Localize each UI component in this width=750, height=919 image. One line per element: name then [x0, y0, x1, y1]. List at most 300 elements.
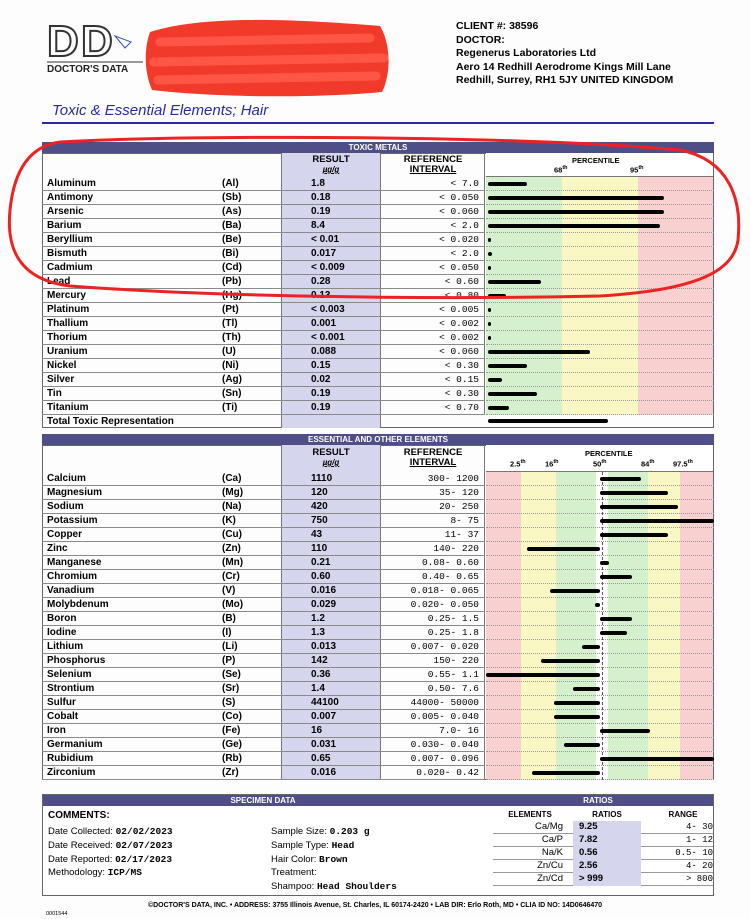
element-symbol: (Be) [222, 234, 242, 245]
element-reference: 0.50- 7.6 [427, 683, 479, 694]
element-reference: < 0.060 [439, 206, 479, 217]
table-row [42, 500, 714, 514]
table-row [42, 640, 714, 654]
table-row [42, 191, 714, 205]
element-name: Copper [47, 529, 82, 540]
element-symbol: (Hg) [222, 290, 242, 301]
element-name: Strontium [47, 683, 95, 694]
table-row [42, 233, 714, 247]
specimen-sample-info [271, 825, 397, 894]
table-row [42, 626, 714, 640]
element-result: 0.19 [311, 388, 331, 399]
percentile-bar [488, 210, 664, 214]
element-name: Iodine [47, 627, 77, 638]
row-dotted-divider [486, 779, 714, 780]
element-name: Platinum [47, 304, 90, 315]
element-result: 0.19 [311, 206, 331, 217]
element-name: Lead [47, 276, 71, 287]
percentile-bar [488, 364, 527, 368]
table-row [42, 682, 714, 696]
percentile-bar [488, 350, 590, 354]
element-symbol: (B) [222, 613, 236, 624]
element-reference: 0.005- 0.040 [410, 711, 479, 722]
element-name: Calcium [47, 473, 86, 484]
element-name: Chromium [47, 571, 97, 582]
table-row [42, 556, 714, 570]
sample-size: Sample Size: 0.203 g [271, 826, 370, 837]
percentile-bar [600, 477, 641, 481]
table-row [42, 654, 714, 668]
percentile-bar [582, 645, 600, 649]
element-result: 0.15 [311, 360, 331, 371]
percentile-bar [488, 308, 491, 312]
element-symbol: (P) [222, 655, 236, 666]
percentile-bar [488, 266, 491, 270]
table-row [42, 472, 714, 486]
table-row [42, 724, 714, 738]
ratio-range: 4- 20 [685, 861, 713, 871]
percentile-bar [488, 252, 492, 256]
table-row [42, 289, 714, 303]
address-line-1: Regenerus Laboratories Ltd [456, 47, 597, 60]
percentile-bar [600, 561, 609, 565]
element-symbol: (K) [222, 515, 236, 526]
element-symbol: (Ni) [222, 360, 239, 371]
element-symbol: (Cr) [222, 571, 240, 582]
element-reference: 300- 1200 [427, 473, 479, 484]
element-name: Molybdenum [47, 599, 109, 610]
element-result: 0.013 [311, 641, 337, 652]
specimen-dates [48, 825, 173, 880]
element-result: < 0.009 [311, 262, 345, 273]
element-reference: 140- 220 [433, 543, 479, 554]
element-reference: 0.08- 0.60 [421, 557, 479, 568]
table-row [42, 528, 714, 542]
element-reference: 150- 220 [433, 655, 479, 666]
percentile-bar [564, 743, 600, 747]
element-name: Antimony [47, 192, 94, 203]
element-name: Sodium [47, 501, 84, 512]
table-row [42, 247, 714, 261]
ratios-col-ratios: RATIOS [592, 810, 622, 819]
svg-text:DOCTOR'S DATA: DOCTOR'S DATA [47, 64, 129, 75]
date-reported: Date Reported: 02/17/2023 [48, 853, 173, 865]
table-row [42, 542, 714, 556]
percentile-bar [488, 238, 491, 242]
ratio-range: 4- 30 [685, 822, 713, 832]
table-row [42, 710, 714, 724]
toxic-section-header: TOXIC METALS [42, 142, 714, 153]
specimen-header: SPECIMEN DATA [43, 795, 483, 806]
element-symbol: (Tl) [222, 318, 238, 329]
treatment: Treatment: [271, 867, 317, 879]
ratio-value: 0.56 [573, 847, 641, 860]
element-result: 0.28 [311, 276, 331, 287]
element-reference: 0.007- 0.096 [410, 753, 479, 764]
ess-p84-label: 84th [641, 459, 655, 469]
ratio-range: 0.5- 10 [675, 848, 713, 858]
client-block [456, 20, 673, 88]
element-symbol: (Ca) [222, 473, 242, 484]
percentile-bar [600, 631, 627, 635]
address-line-3: Redhill, Surrey, RH1 5JY UNITED KINGDOM [456, 74, 674, 87]
element-symbol: (As) [222, 206, 242, 217]
percentile-bar [600, 757, 714, 761]
element-result: 750 [311, 515, 328, 526]
element-reference: 0.030- 0.040 [410, 739, 479, 750]
sample-type: Sample Type: Head [271, 839, 355, 851]
client-number: CLIENT #: 38596 [456, 20, 539, 32]
table-row [42, 275, 714, 289]
element-reference: 20- 250 [439, 501, 479, 512]
element-name: Germanium [47, 739, 103, 750]
element-reference: < 0.020 [439, 234, 479, 245]
element-result: < 0.003 [311, 304, 345, 315]
table-row [42, 738, 714, 752]
element-reference: 0.40- 0.65 [421, 571, 479, 582]
table-row [42, 612, 714, 626]
element-symbol: (Al) [222, 178, 239, 189]
ratio-elements: Zn/Cd [537, 873, 563, 884]
table-row [42, 401, 714, 415]
element-result: 1.3 [311, 627, 325, 638]
element-name: Lithium [47, 641, 84, 652]
element-name: Selenium [47, 669, 92, 680]
percentile-bar [541, 659, 600, 663]
percentile-bar [595, 603, 600, 607]
element-symbol: (Co) [222, 711, 242, 722]
element-symbol: (Pb) [222, 276, 242, 287]
address-line-2: Aero 14 Redhill Aerodrome Kings Mill Lane [456, 60, 671, 73]
toxic-percentile-label: PERCENTILE [572, 156, 620, 165]
element-result: 1110 [311, 473, 333, 484]
percentile-bar [486, 673, 600, 677]
element-result: 0.18 [311, 192, 331, 203]
element-symbol: (Ag) [222, 374, 242, 385]
ratio-elements: Ca/P [541, 834, 563, 845]
ratios-col-range: RANGE [668, 810, 698, 819]
percentile-bar [488, 224, 660, 228]
percentile-bar [600, 729, 650, 733]
specimen-box [42, 794, 714, 896]
element-reference: 0.25- 1.5 [427, 613, 479, 624]
svg-text:D: D [81, 18, 113, 66]
ess-p50-label: 50th [593, 459, 607, 469]
ratio-row [493, 821, 713, 834]
element-name: Titanium [47, 402, 89, 413]
element-name: Phosphorus [47, 655, 106, 666]
table-row [42, 359, 714, 373]
ratio-elements: Na/K [541, 847, 563, 858]
toxic-ref-header: REFERENCE INTERVAL [403, 154, 463, 175]
table-row [42, 317, 714, 331]
percentile-bar [488, 406, 509, 410]
element-symbol: (Ge) [222, 739, 242, 750]
ess-p2-label: 2.5th [510, 459, 526, 469]
element-reference: 11- 37 [444, 529, 479, 540]
element-symbol: (V) [222, 585, 236, 596]
percentile-bar [488, 322, 491, 326]
element-symbol: (S) [222, 697, 236, 708]
table-row [42, 303, 714, 317]
element-result: 1.8 [311, 178, 325, 189]
table-row [42, 486, 714, 500]
toxic-p95-label: 95th [630, 165, 644, 175]
element-reference: < 2.0 [450, 248, 479, 259]
table-row [42, 261, 714, 275]
ess-percentile-label: PERCENTILE [585, 449, 633, 458]
element-result: 0.13 [311, 290, 331, 301]
ratios-col-elements: ELEMENTS [508, 810, 552, 819]
element-symbol: (Bi) [222, 248, 239, 259]
element-name: Zinc [47, 543, 68, 554]
element-reference: 0.020- 0.42 [416, 767, 479, 778]
element-name: Thallium [47, 318, 89, 329]
element-symbol: (Cd) [222, 262, 242, 273]
element-result: 120 [311, 487, 328, 498]
element-result: 0.19 [311, 402, 331, 413]
essential-result-header: RESULT µg/g [312, 447, 350, 467]
percentile-bar [573, 687, 600, 691]
percentile-bar [600, 575, 632, 579]
element-name: Arsenic [47, 206, 84, 217]
element-name: Zirconium [47, 767, 96, 778]
element-reference: < 0.002 [439, 332, 479, 343]
ratio-range: 1- 12 [685, 835, 713, 845]
percentile-bar [488, 378, 502, 382]
essential-ref-header: REFERENCE INTERVAL [403, 447, 463, 468]
element-name: Cadmium [47, 262, 93, 273]
element-result: 0.65 [311, 753, 331, 764]
total-toxic-label: Total Toxic Representation [47, 416, 174, 427]
percentile-bar [488, 294, 506, 298]
ratio-value: 7.82 [573, 834, 641, 847]
element-symbol: (Ba) [222, 220, 242, 231]
element-result: 0.088 [311, 346, 337, 357]
element-result: 0.016 [311, 767, 337, 778]
ratio-value: 9.25 [573, 821, 641, 834]
element-name: Iron [47, 725, 66, 736]
doctor-label: DOCTOR: [456, 33, 505, 46]
element-symbol: (Na) [222, 501, 242, 512]
element-name: Manganese [47, 557, 102, 568]
element-name: Vanadium [47, 585, 95, 596]
element-result: 0.001 [311, 318, 337, 329]
element-symbol: (Sb) [222, 192, 242, 203]
percentile-bar [532, 771, 600, 775]
element-symbol: (Th) [222, 332, 241, 343]
table-row [42, 514, 714, 528]
table-row [42, 766, 714, 780]
element-result: < 0.001 [311, 332, 345, 343]
element-result: 0.031 [311, 739, 337, 750]
total-toxic-bar [488, 419, 608, 423]
element-symbol: (Fe) [222, 725, 241, 736]
element-result: 1.2 [311, 613, 325, 624]
table-row [42, 696, 714, 710]
lot-number: 0001544 [46, 911, 68, 917]
table-row [42, 668, 714, 682]
element-reference: < 0.30 [444, 388, 479, 399]
element-reference: 44000- 50000 [410, 697, 479, 708]
element-result: 0.36 [311, 669, 331, 680]
table-row [42, 387, 714, 401]
percentile-bar [488, 336, 491, 340]
title-rule [42, 122, 714, 124]
element-name: Thorium [47, 332, 87, 343]
shampoo: Shampoo: Head Shoulders [271, 881, 397, 893]
element-reference: 0.55- 1.1 [427, 669, 479, 680]
methodology: Methodology: ICP/MS [48, 867, 142, 879]
redaction-scribble [140, 12, 395, 100]
footer-text: ©DOCTOR'S DATA, INC. • ADDRESS: 3755 Illinois Avenue, St. Charles, IL 60174-2420 • LAB DIR: Erlo Roth, MD • CLIA ID NO: 14D0646470 [147, 902, 603, 909]
element-result: < 0.01 [311, 234, 340, 245]
ess-p97-label: 97.5th [673, 459, 693, 469]
percentile-bar [600, 505, 678, 509]
element-symbol: (Rb) [222, 753, 242, 764]
element-result: 0.029 [311, 599, 337, 610]
element-reference: < 0.005 [439, 304, 479, 315]
element-symbol: (Ti) [222, 402, 238, 413]
element-result: 0.016 [311, 585, 337, 596]
ratio-elements: Ca/Mg [535, 821, 563, 832]
element-reference: < 0.060 [439, 346, 479, 357]
element-symbol: (U) [222, 346, 236, 357]
element-result: 0.007 [311, 711, 337, 722]
essential-section-header: ESSENTIAL AND OTHER ELEMENTS [42, 434, 714, 445]
table-row [42, 219, 714, 233]
element-reference: 8- 75 [450, 515, 479, 526]
element-reference: < 0.80 [444, 290, 479, 301]
element-name: Beryllium [47, 234, 93, 245]
element-name: Mercury [47, 290, 86, 301]
element-reference: < 0.050 [439, 192, 479, 203]
ratios-header: RATIOS [483, 795, 713, 806]
table-row [42, 598, 714, 612]
ratio-range: > 800 [685, 874, 713, 884]
element-result: 1.4 [311, 683, 325, 694]
table-row [42, 752, 714, 766]
element-reference: 0.020- 0.050 [410, 599, 479, 610]
element-result: 0.02 [311, 374, 331, 385]
date-collected: Date Collected: 02/02/2023 [48, 826, 173, 837]
element-result: 0.21 [311, 557, 331, 568]
comments-label: COMMENTS: [48, 810, 110, 821]
element-reference: 35- 120 [439, 487, 479, 498]
percentile-bar [550, 589, 600, 593]
element-name: Aluminum [47, 178, 96, 189]
element-name: Sulfur [47, 697, 76, 708]
table-row [42, 345, 714, 359]
element-result: 44100 [311, 697, 339, 708]
element-symbol: (Se) [222, 669, 241, 680]
element-result: 8.4 [311, 220, 325, 231]
element-result: 420 [311, 501, 328, 512]
page-title: Toxic & Essential Elements; Hair [52, 102, 269, 119]
row-divider [42, 779, 485, 780]
percentile-bar [488, 392, 537, 396]
element-reference: < 0.70 [444, 402, 479, 413]
percentile-bar [600, 617, 632, 621]
table-row [42, 584, 714, 598]
toxic-p68-label: 68th [554, 165, 568, 175]
element-reference: < 2.0 [450, 220, 479, 231]
percentile-bar [488, 182, 527, 186]
percentile-bar [600, 533, 668, 537]
element-symbol: (Mo) [222, 599, 244, 610]
element-result: 142 [311, 655, 328, 666]
element-symbol: (Zr) [222, 767, 239, 778]
element-reference: 0.007- 0.020 [410, 641, 479, 652]
percentile-bar [554, 715, 600, 719]
hair-color: Hair Color: Brown [271, 853, 348, 865]
element-name: Barium [47, 220, 82, 231]
ess-p16-label: 16th [545, 459, 559, 469]
percentile-bar [554, 701, 600, 705]
table-row [42, 570, 714, 584]
element-symbol: (Pt) [222, 304, 239, 315]
ratio-value: > 999 [573, 873, 641, 886]
element-name: Silver [47, 374, 75, 385]
table-row [42, 331, 714, 345]
element-result: 0.60 [311, 571, 331, 582]
element-result: 16 [311, 725, 323, 736]
ratio-elements: Zn/Cu [537, 860, 563, 871]
percentile-bar [600, 491, 668, 495]
table-row [42, 177, 714, 191]
element-reference: 0.018- 0.065 [410, 585, 479, 596]
element-name: Boron [47, 613, 77, 624]
element-symbol: (Cu) [222, 529, 242, 540]
svg-text:D: D [47, 18, 79, 66]
ratio-row [493, 860, 713, 873]
toxic-result-header: RESULT µg/g [312, 154, 350, 174]
percentile-bar [488, 196, 664, 200]
table-row [42, 373, 714, 387]
element-name: Nickel [47, 360, 77, 371]
element-name: Rubidium [47, 753, 94, 764]
element-name: Cobalt [47, 711, 79, 722]
element-reference: < 0.60 [444, 276, 479, 287]
ratio-row [493, 834, 713, 847]
date-received: Date Received: 02/07/2023 [48, 839, 173, 851]
doctors-data-logo [45, 18, 145, 78]
element-reference: 0.25- 1.8 [427, 627, 479, 638]
table-row [42, 205, 714, 219]
element-symbol: (Zn) [222, 543, 241, 554]
percentile-bar [488, 280, 541, 284]
ratio-row [493, 873, 713, 886]
element-symbol: (Sr) [222, 683, 240, 694]
element-result: 0.017 [311, 248, 337, 259]
element-reference: < 7.0 [450, 178, 479, 189]
element-name: Uranium [47, 346, 88, 357]
ratio-row [493, 847, 713, 860]
element-reference: < 0.30 [444, 360, 479, 371]
total-toxic-row [42, 415, 714, 428]
element-reference: < 0.15 [444, 374, 479, 385]
element-result: 110 [311, 543, 328, 554]
element-symbol: (Mg) [222, 487, 244, 498]
element-name: Bismuth [47, 248, 87, 259]
element-reference: < 0.002 [439, 318, 479, 329]
element-symbol: (I) [222, 627, 232, 638]
element-symbol: (Li) [222, 641, 238, 652]
percentile-bar [600, 519, 714, 523]
ratio-value: 2.56 [573, 860, 641, 873]
percentile-bar [527, 547, 600, 551]
element-name: Magnesium [47, 487, 103, 498]
